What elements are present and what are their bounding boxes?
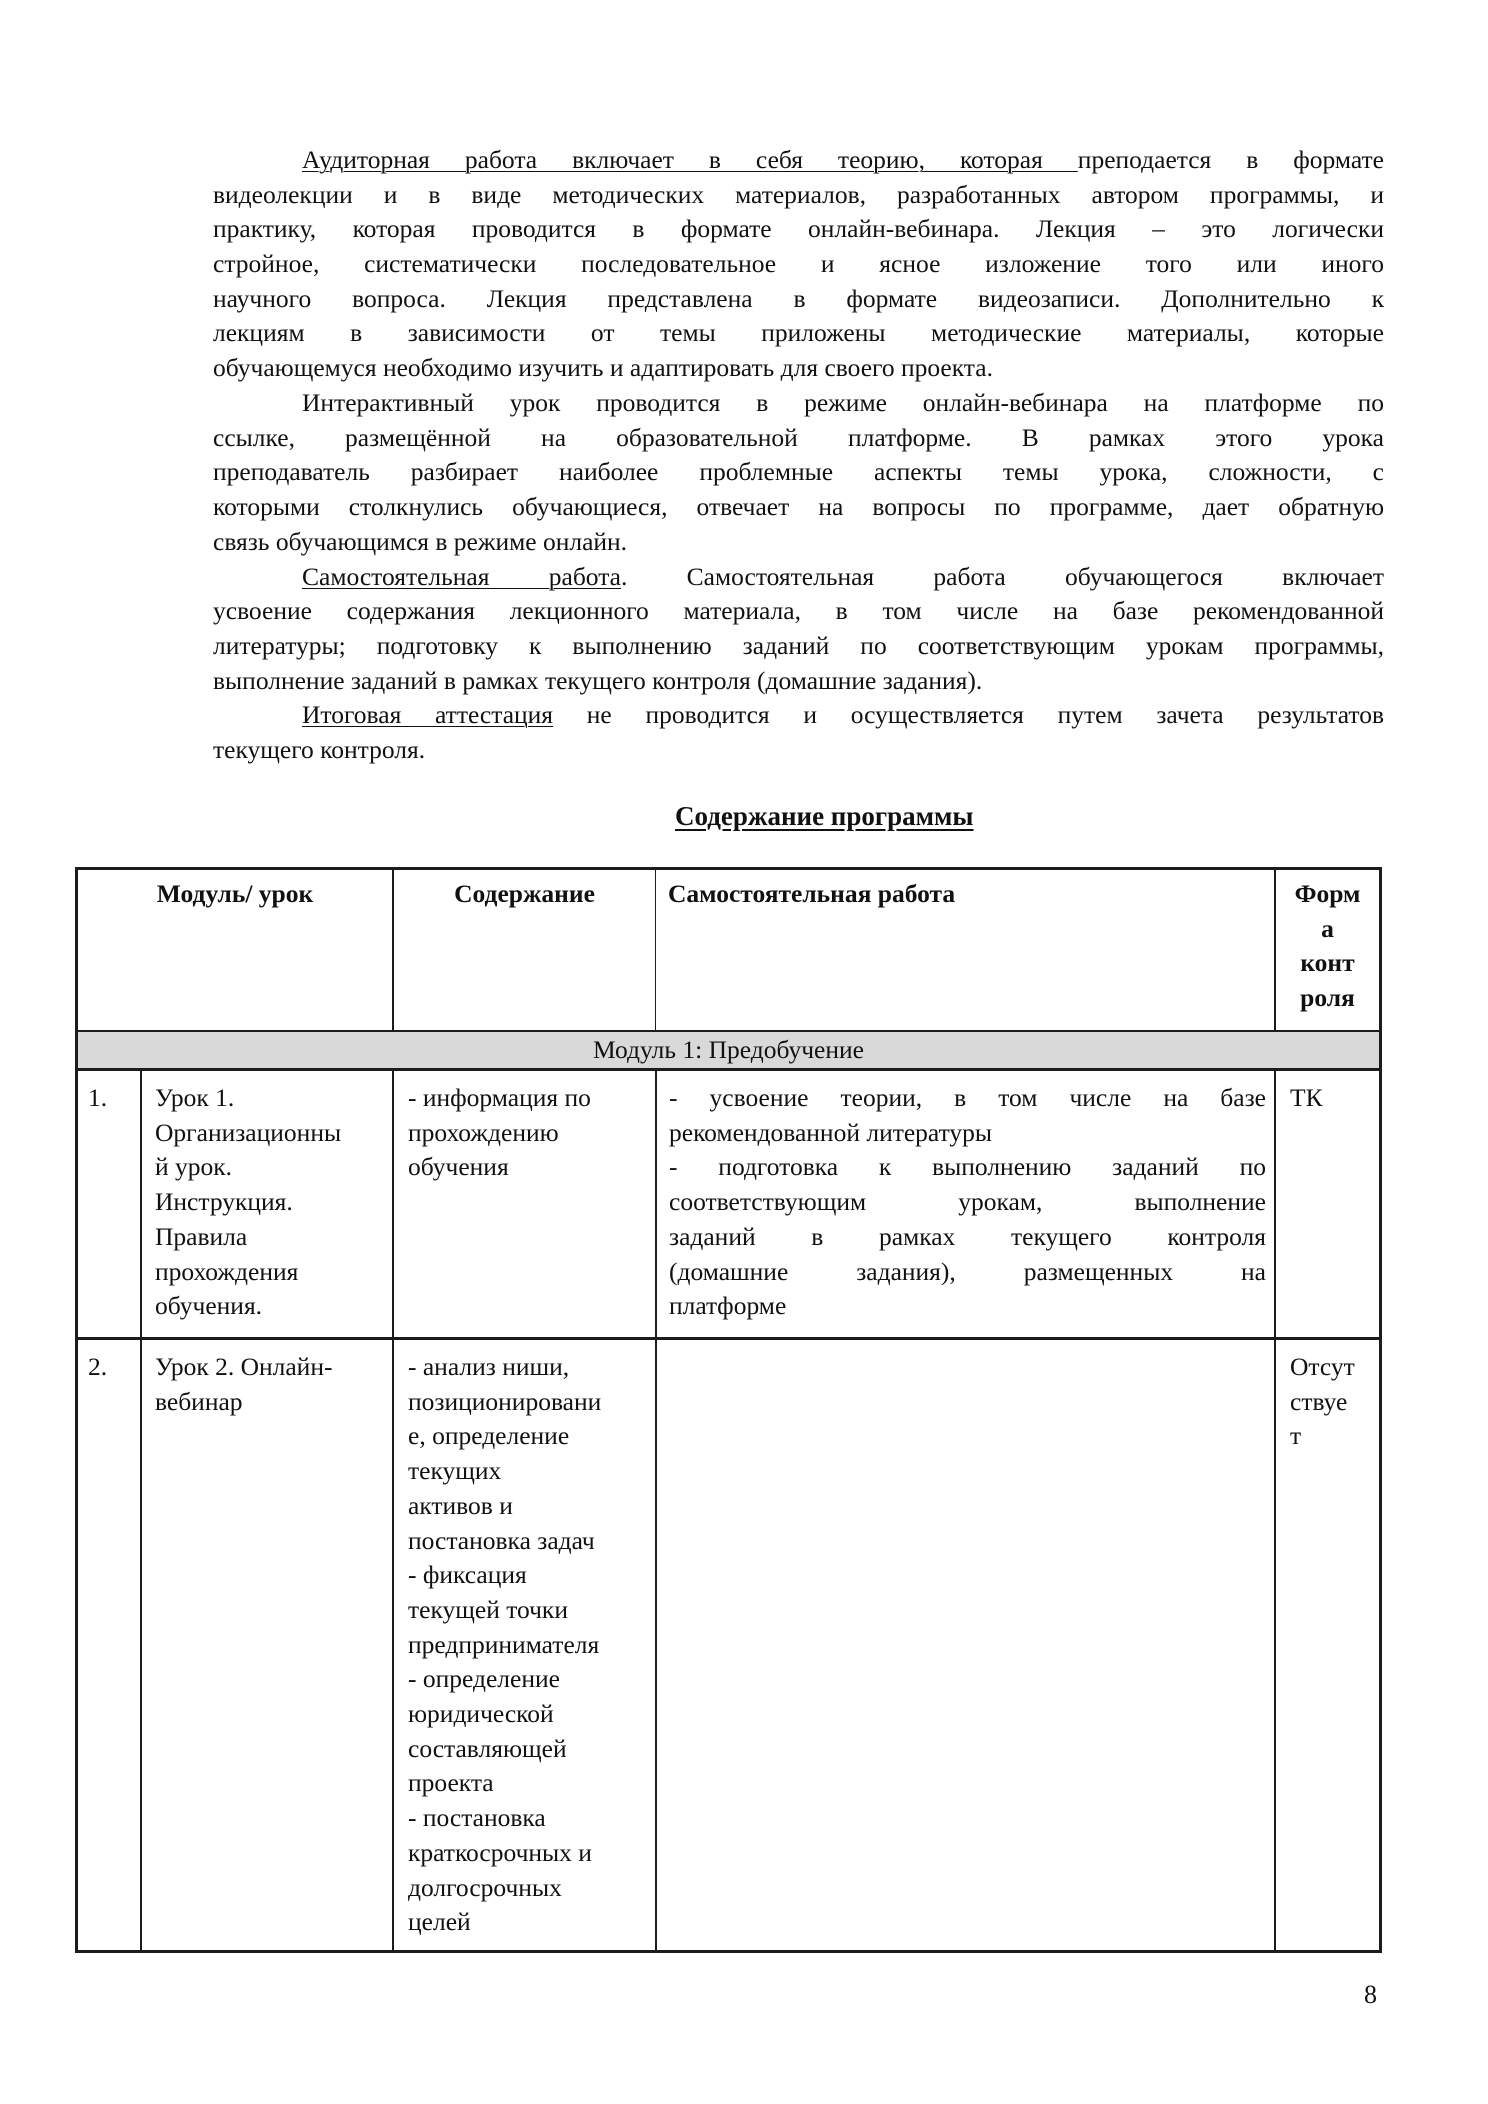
table-border bbox=[75, 1068, 1382, 1071]
lesson-content: - анализ ниши, позиционировани е, определение текущих активов и постановка задач - фиксация текущей точки предпринимателя - определение юридической составляющей проекта - постановка краткосрочных и долгосрочных целей bbox=[408, 1352, 602, 1937]
paragraph-line: видеолекции и в виде методических материалов, разработанных автором программы, и bbox=[213, 179, 1384, 209]
paragraph-line: усвоение содержания лекционного материала, в том числе на базе рекомендованной bbox=[213, 596, 1384, 626]
header-control-form: Форм а конт роля bbox=[1294, 879, 1361, 1013]
table-border bbox=[655, 1069, 657, 1953]
paragraph-line: ссылке, размещённой на образовательной платформе. В рамках этого урока bbox=[213, 422, 1384, 452]
paragraph-line: текущего контроля. bbox=[213, 734, 426, 764]
paragraph-line: которыми столкнулись обучающиеся, отвечает на вопросы по программе, дает обратную bbox=[213, 492, 1384, 522]
table-border bbox=[140, 1069, 142, 1953]
page-number: 8 bbox=[1364, 1980, 1377, 2009]
paragraph-interactive-lesson bbox=[213, 386, 1384, 559]
lesson-title: Урок 2. Онлайн- вебинар bbox=[155, 1352, 333, 1416]
paragraph-classroom-work bbox=[213, 143, 1384, 386]
paragraph-line: обучающемуся необходимо изучить и адаптировать для своего проекта. bbox=[213, 353, 993, 383]
lesson-content: - информация по прохождению обучения bbox=[408, 1083, 591, 1182]
paragraph-line: литературы; подготовку к выполнению заданий по соответствующим урокам программы, bbox=[213, 630, 1384, 660]
module-title: Модуль 1: Предобучение bbox=[593, 1035, 864, 1064]
table-border bbox=[1379, 867, 1382, 1953]
table-border bbox=[392, 1069, 394, 1953]
table-border bbox=[75, 867, 78, 1953]
paragraph-final-attestation bbox=[213, 698, 1384, 767]
table-border bbox=[75, 1337, 1382, 1340]
paragraph-line: преподаватель разбирает наиболее проблемные аспекты темы урока, сложности, с bbox=[213, 457, 1384, 487]
paragraph-line: лекциям в зависимости от темы приложены методические материалы, которые bbox=[213, 318, 1384, 348]
header-self-study: Самостоятельная работа bbox=[668, 879, 956, 908]
paragraph-line: Интерактивный урок проводится в режиме онлайн-вебинара на платформе по bbox=[302, 388, 1384, 417]
paragraph-line: стройное, систематически последовательное и ясное изложение того или иного bbox=[213, 249, 1384, 279]
paragraph-line: Аудиторная работа включает в себя теорию, которая преподается в формате bbox=[302, 145, 1385, 174]
paragraph-line: практику, которая проводится в формате онлайн-вебинара. Лекция – это логически bbox=[213, 214, 1384, 244]
underlined-term-classroom-work: Аудиторная работа включает в себя теорию, которая bbox=[302, 145, 1078, 174]
header-module-lesson: Модуль/ урок bbox=[156, 879, 314, 908]
row-number: 1. bbox=[88, 1083, 108, 1112]
table-border bbox=[75, 1950, 1382, 1953]
table-border bbox=[75, 1030, 1382, 1032]
paragraph-line: выполнение заданий в рамках текущего контроля (домашние задания). bbox=[213, 665, 983, 695]
paragraph-line: научного вопроса. Лекция представлена в формате видеозаписи. Дополнительно к bbox=[213, 283, 1384, 313]
paragraph-self-study bbox=[213, 560, 1384, 699]
paragraph-line: связь обучающимся в режиме онлайн. bbox=[213, 526, 628, 556]
table-border bbox=[655, 867, 656, 1031]
program-content-table bbox=[75, 867, 1382, 1953]
header-content: Содержание bbox=[454, 879, 595, 908]
paragraph-line: Самостоятельная работа. Самостоятельная работа обучающегося включает bbox=[302, 561, 1384, 591]
lesson-self-study: - усвоение теории, в том числе на базе рекомендованной литературы - подготовка к выполнению заданий по соответствующим урокам, выполнение заданий в рамках текущего контроля (домашние задания), размещенных на платформе bbox=[669, 1083, 1266, 1321]
control-form: Отсут ствуе т bbox=[1290, 1352, 1355, 1451]
section-title: Содержание программы bbox=[675, 801, 974, 831]
underlined-term-final-attestation: Итоговая аттестация bbox=[302, 700, 554, 729]
lesson-title: Урок 1. Организационны й урок. Инструкция. Правила прохождения обучения. bbox=[155, 1083, 342, 1321]
table-border bbox=[1274, 1069, 1276, 1953]
table-border bbox=[75, 867, 1382, 870]
row-number: 2. bbox=[88, 1352, 108, 1381]
paragraph-line: Итоговая аттестация не проводится и осуществляется путем зачета результатов bbox=[302, 700, 1384, 729]
underlined-term-self-study: Самостоятельная работа bbox=[302, 561, 621, 591]
control-form: ТК bbox=[1290, 1083, 1323, 1112]
